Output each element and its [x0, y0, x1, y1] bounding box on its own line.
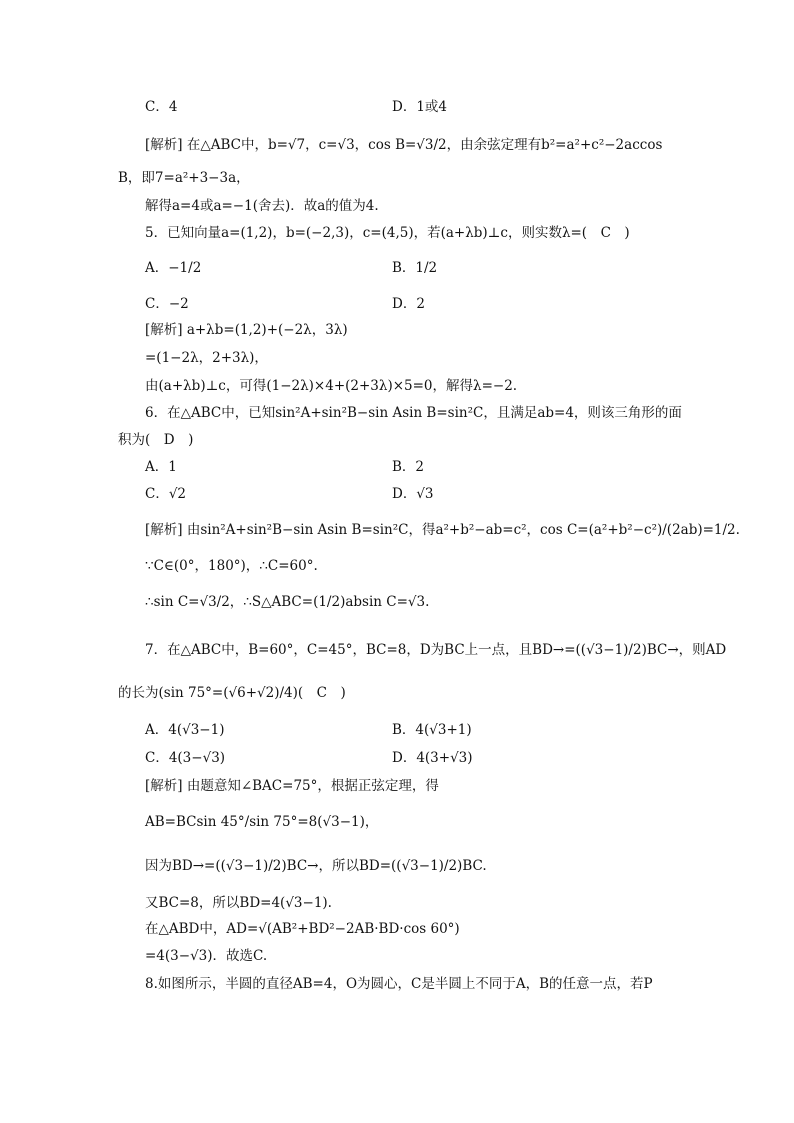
text-line: C．4 [145, 99, 178, 115]
text-line: ∴sin C=√3/2，∴S△ABC=(1/2)absin C=√3. [145, 594, 430, 610]
text-line: ∵C∈(0°，180°)，∴C=60°. [145, 558, 318, 574]
text-line: 积为( D ) [118, 432, 194, 448]
text-line: 的长为(sin 75°=(√6+√2)/4)( C ) [118, 685, 346, 701]
text-line: D．1或4 [392, 99, 448, 115]
text-line: D．4(3+√3) [392, 750, 473, 766]
text-line: 解得a=4或a=−1(舍去)．故a的值为4. [145, 198, 379, 214]
text-line: A．−1/2 [145, 260, 202, 276]
text-line: 5．已知向量a=(1,2)，b=(−2,3)，c=(4,5)，若(a+λb)⊥c，则实数λ=( C ) [145, 225, 630, 241]
text-line: =(1−2λ，2+3λ)， [145, 350, 268, 366]
text-line: B．4(√3+1) [392, 722, 472, 738]
text-line: [解析] 由sin²A+sin²B−sin Asin B=sin²C，得a²+b²−ab=c²，cos C=(a²+b²−c²)/(2ab)=1/2. [145, 522, 740, 538]
text-line: [解析] a+λb=(1,2)+(−2λ，3λ) [145, 322, 348, 338]
text-line: A．1 [145, 459, 177, 475]
text-line: D．√3 [392, 486, 434, 502]
text-line: 因为BD→=((√3−1)/2)BC→，所以BD=((√3−1)/2)BC. [145, 858, 487, 874]
text-line: C．−2 [145, 296, 189, 312]
text-line: B．2 [392, 459, 425, 475]
text-line: [解析] 由题意知∠BAC=75°，根据正弦定理，得 [145, 778, 439, 794]
text-line: 6．在△ABC中，已知sin²A+sin²B−sin Asin B=sin²C，且满足ab=4，则该三角形的面 [145, 405, 682, 421]
text-line: 在△ABD中，AD=√(AB²+BD²−2AB·BD·cos 60°) [145, 921, 460, 937]
text-line: 又BC=8，所以BD=4(√3−1). [145, 895, 332, 911]
text-line: D．2 [392, 296, 425, 312]
text-line: B．1/2 [392, 260, 438, 276]
text-line: 由(a+λb)⊥c，可得(1−2λ)×4+(2+3λ)×5=0，解得λ=−2. [145, 378, 518, 394]
text-line: C．√2 [145, 486, 187, 502]
text-line: C．4(3−√3) [145, 750, 226, 766]
text-line: AB=BCsin 45°/sin 75°=8(√3−1)， [145, 814, 379, 830]
text-line: 7．在△ABC中，B=60°，C=45°，BC=8，D为BC上一点，且BD→=((√3−1)/2)BC→，则AD [145, 642, 727, 658]
text-line: 8.如图所示，半圆的直径AB=4，O为圆心，C是半圆上不同于A，B的任意一点，若P [145, 976, 653, 992]
text-line: =4(3−√3)．故选C. [145, 948, 268, 964]
text-line: [解析] 在△ABC中，b=√7，c=√3，cos B=√3/2，由余弦定理有b²=a²+c²−2accos [145, 137, 663, 153]
text-line: A．4(√3−1) [145, 722, 225, 738]
text-line: B，即7=a²+3−3a， [118, 170, 250, 186]
